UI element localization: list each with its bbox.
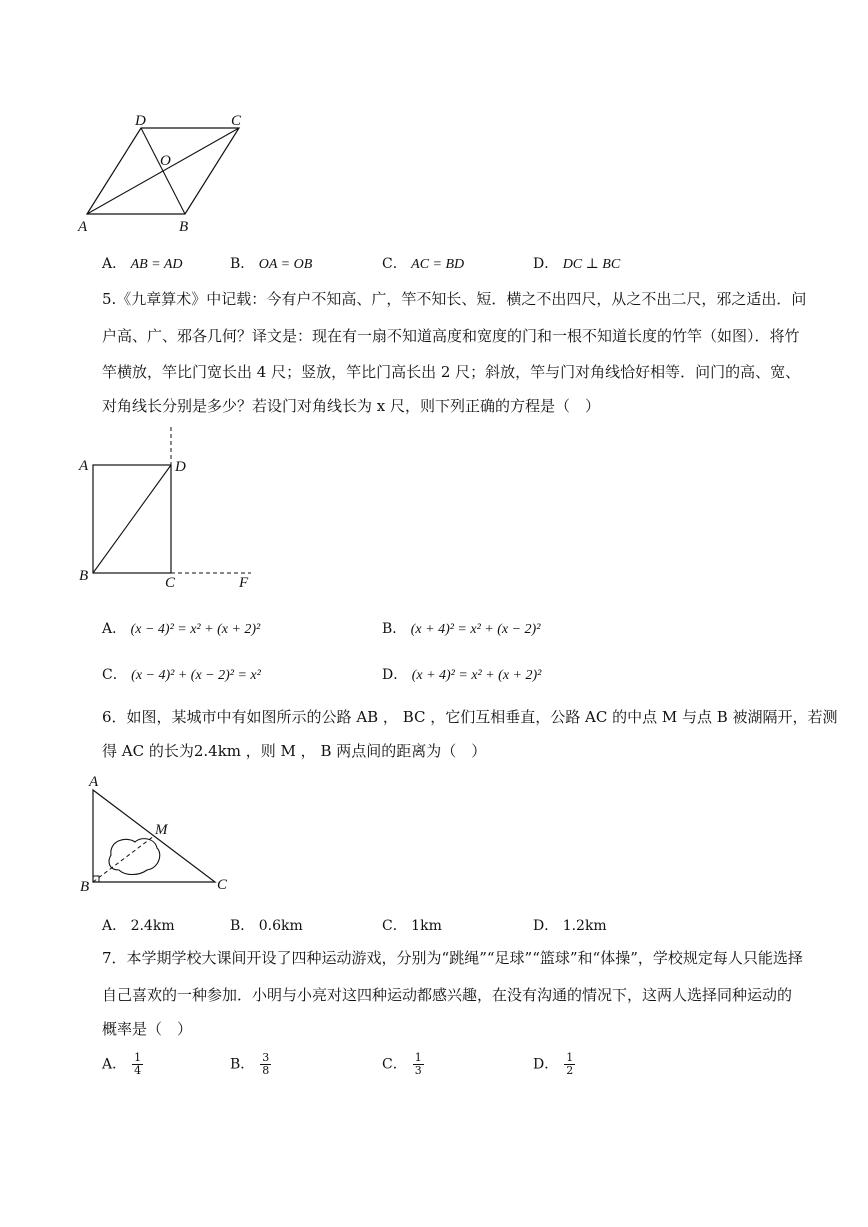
label-m: M [155,822,168,838]
q6-line-1: 6．如图，某城市中有如图所示的公路 AB ， BC ，它们互相垂直，公路 AC 的中点 M 与点 B 被湖隔开，若测 [102,708,838,726]
label-o: O [160,153,171,169]
label-c: C [165,575,176,591]
q5-line-3: 竿横放，竿比门宽长出 4 尺；竖放，竿比门高长出 2 尺；斜放，竿与门对角线恰好相等．问门的高、宽、 [102,363,801,381]
q7-option-c: C． $\frac{1}{3}$ [382,1051,422,1077]
q5-option-d: D． (x + 4)² = x² + (x + 2)² [382,667,542,683]
fraction: $\frac{3}{8}$ [262,1051,270,1077]
label-c: C [217,877,228,893]
label-a: A [89,774,99,790]
q6-line-2: 得 AC 的长为2.4km ，则 M ， B 两点间的距离为（ ） [102,742,487,760]
q7-option-d: D． $\frac{1}{2}$ [533,1051,574,1077]
diagonal-bd [141,128,185,214]
q6-option-b: B． 0.6km [230,918,303,934]
label-b: B [80,879,90,895]
q7-option-b: B． $\frac{3}{8}$ [230,1051,270,1077]
q5-door-figure [75,425,265,595]
label-a: A [79,458,89,474]
q7-option-a: A． $\frac{1}{4}$ [102,1051,142,1077]
q4-parallelogram-figure [75,110,255,235]
q5-option-b: B． (x + 4)² = x² + (x − 2)² [382,621,541,637]
q6-option-a: A． 2.4km [102,918,175,934]
q7-line-1: 7．本学期学校大课间开设了四种运动游戏，分别为“跳绳”“足球”“篮球”和“体操”，学校规定每人只能选择 [102,949,803,967]
q4-option-d: D． DC ⊥ BC [533,256,621,272]
label-c: C [231,113,242,129]
dashed-bm [93,836,154,882]
label-a: A [78,219,88,235]
label-d: D [135,113,146,129]
fraction: $\frac{1}{3}$ [414,1051,422,1077]
q4-option-c: C． AC = BD [382,256,465,272]
q5-option-c: C． (x − 4)² + (x − 2)² = x² [102,667,261,683]
q7-line-2: 自己喜欢的一种参加．小明与小亮对这四种运动都感兴趣，在没有沟通的情况下，这两人选择同种运动的 [102,986,793,1004]
fraction: $\frac{1}{4}$ [134,1051,142,1077]
label-d: D [175,459,186,475]
q6-lake-figure [75,772,245,897]
q5-line-1: 5.《九章算术》中记载：今有户不知高、广，竿不知长、短．横之不出四尺，从之不出二尺，邪之适出．问 [102,290,807,308]
q7-line-3: 概率是（ ） [102,1020,193,1038]
q5-line-4: 对角线长分别是多少？若设门对角线长为 x 尺，则下列正确的方程是（ ） [102,397,600,415]
q5-option-a: A． (x − 4)² = x² + (x + 2)² [102,621,261,637]
label-b: B [79,568,89,584]
lake-shape [109,839,160,875]
q5-line-2: 户高、广、邪各几何？译文是：现在有一扇不知道高度和宽度的门和一根不知道长度的竹竿（如图）．将竹 [102,327,800,345]
label-f: F [239,575,249,591]
q6-option-d: D． 1.2km [533,918,607,934]
q6-option-c: C． 1km [382,918,442,934]
door-diagonal-bd [93,465,171,573]
q4-option-a: A． AB = AD [102,256,183,272]
fraction: $\frac{1}{2}$ [566,1051,574,1077]
label-b: B [179,219,189,235]
q4-option-b: B． OA = OB [230,256,313,272]
